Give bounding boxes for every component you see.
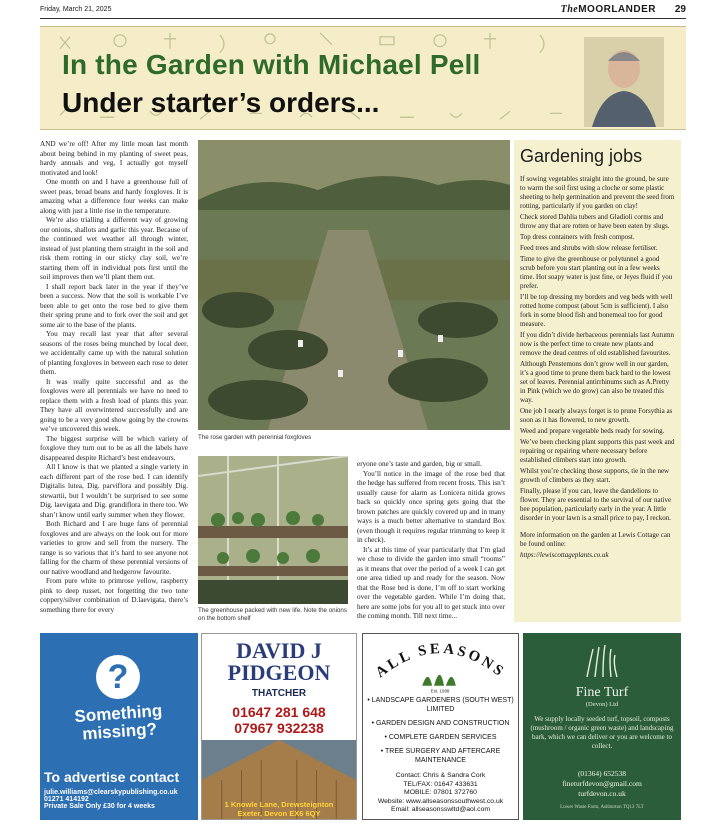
paragraph: All I know is that we planted a single variety in each different part of the rose bed. I can identify Digitalis lutea, Dig. parviflora and possibly Dig. stewartii, but I wouldn’t be surprised to see some Dig. laevigata and Dig. grandiflora in there too. We shan’t know until early summer when they flower. [40,463,188,519]
business-name [202,640,356,684]
article-column-3 [357,460,505,622]
service-item: • COMPLETE GARDEN SERVICES [384,734,497,741]
svg-text:ALL SEASONS [373,641,509,681]
paragraph: It’s at this time of year particularly that I’m glad we chose to divide the garden into small “rooms” as it means that over the period of a week I can get one area tidied up and ready for the season. Now that the Rose bed is done, I’m off to start working over the vegetable garden. While I’m doing that, here are some jobs for you all to get stuck into over the coming month. Till next time... [357,545,505,620]
phone-number: 07967 932238 [234,720,324,736]
contact-name: Contact: Chris & Sandra Cork [395,772,486,779]
phone-number: 01647 281 648 [232,704,326,720]
address-line: 1 Knowle Lane, Drewsteignton [224,800,334,809]
job-item: Weed and prepare vegetable beds ready for sowing. [520,427,665,435]
photo-caption: The greenhouse packed with new life. Note the onions on the bottom shelf [198,607,347,622]
greenhouse-photo [198,456,348,604]
contact-tel: TEL/FAX: 01647 433631 [403,780,478,788]
all-seasons-ad [362,633,519,820]
paragraph: You may recall last year that after several seasons of the roses being munched by local deer, we accidentally came up with the natural solution of planting foxgloves in between each rose to deter them. [40,330,188,376]
contact-email[interactable]: Email: allseasonsswltd@aol.com [390,806,491,813]
job-item: One job I nearly always forget is to prune Forsythia as soon as it has flowered, to new growth. [520,407,673,424]
job-item: We’ve been checking plant supports this past week and repairing or repairing where necessary before established climbers start into growth. [520,438,675,464]
job-item: If sowing vegetables straight into the ground, be sure to warm the soil first using a cloche or some plastic sheeting to help germination and prevent the seed from rotting, particularly if you garden on clay! [520,175,675,210]
job-item: Time to give the greenhouse or polytunnel a good scrub before you start planting out in a few weeks time. Hot soapy water is just fine, or Jeyes fluid if you prefer. [520,255,673,290]
job-item: Feed trees and shrubs with slow release fertiliser. [520,244,658,252]
business-location: Lower Waste Farm, Ashburton TQ13 7LT [560,805,644,810]
job-item: Top dress containers with fresh compost. [520,233,635,241]
private-sale-text: Private Sale Only £30 for 4 weeks [44,803,155,810]
paragraph: AND we’re off! After my little moan last month about being behind in my planting of sweet peas, hardy annuals and veg, I actually got myself motivated and look! [40,140,188,177]
contact-email[interactable]: fineturfdevon@gmail.com [562,779,642,788]
gardening-jobs-box [514,140,681,622]
contact-website[interactable]: turfdevon.co.uk [578,789,626,798]
trade-label: THATCHER [251,688,307,699]
paragraph: From pure white to primrose yellow, raspberry pink to deep russet, not forgetting the two tone coppery/silver combination of D.laevigata, there’s something there for every [40,577,188,614]
job-item: If you didn’t divide herbaceous perennials last Autumn now is the perfect time to create new plants and remove the dead centres of old established favourites. [520,331,675,357]
section-banner [40,26,686,130]
business-name-line: PIDGEON [227,660,331,685]
fine-turf-ad [523,633,681,820]
photo-caption: The rose garden with perennial foxgloves [198,434,312,441]
service-item: • TREE SURGERY AND AFTERCARE MAINTENANCE [380,748,501,764]
website-link[interactable]: https://lewiscottageplants.co.uk [520,551,609,559]
services-list [363,696,518,770]
contact-details [523,769,681,799]
thatcher-ad [201,633,357,820]
paragraph: You’ll notice in the image of the rose bed that the hedge has suffered from recent frosts. This isn’t usually cause for alarm as Lonicera nitida grows back so quickly once spring gets going that the brown patches are quickly covered up and in many ways is a much better alternative to standard Box (even though it requires regular trimming to keep it in check). [357,469,505,544]
paragraph: The biggest surprise will be which variety of foxglove they turn out to be as all the labels have disappeared despite Richard’s best endeavours. [40,434,188,462]
page-number: 29 [674,4,686,15]
publication-prefix: The [560,4,579,15]
publication-title: MOORLANDER [578,4,656,15]
paragraph: Both Richard and I are huge fans of perennial foxgloves and are always on the look out for more varieties to grow and sell from the nursery. The range is so various that it’s hard to see anyone not falling for the charm of these perennial versions of our native woodland and hedgerow favourite. [40,520,188,576]
business-name-line: DAVID J [236,638,322,663]
job-item: Whilst you’re checking those supports, tie in the new growth of climbers as they start. [520,467,670,484]
header-rule [40,18,686,19]
column-title: In the Garden with Michael Pell [62,49,481,80]
contact-mobile: MOBILE: 07801 372760 [404,789,477,796]
turf-logo-icon [583,645,621,679]
more-info-text: More information on the garden at Lewis Cottage can be found online: [520,531,671,548]
business-name: Fine Turf [575,685,629,700]
article-headline: Under starter’s orders... [62,87,380,118]
ad-headline: Something missing? [73,700,163,744]
contact-website[interactable]: Website: www.allseasonssouthwest.co.uk [377,797,504,805]
rose-garden-photo [198,140,510,430]
job-item: Finally, please if you can, leave the dandelions to flower. They are essential to the survival of our native bee population, particularly early in the year. A little disorder in your lawn is a small price to pay, I reckon. [520,487,672,522]
publication-name [561,4,656,15]
author-portrait [584,37,664,127]
paragraph: We’re also trialling a different way of growing our onions, shallots and garlic this year. Because of the continued wet weather all through winter, instead of just planting them straight in the soil and risk them rotting in our sticky clay soil, we’re starting them off in individual pots first until the soil improves then we’ll plant them out. [40,216,188,281]
service-item: • GARDEN DESIGN AND CONSTRUCTION [371,720,510,727]
jobs-list [514,171,681,566]
address-line: Exeter, Devon EX6 6QY [237,809,321,818]
business-subtitle: (Devon) Ltd [585,701,619,708]
advertise-heading: To advertise contact [44,769,180,785]
brand-name: ALL SEASONS [372,640,509,682]
question-mark-icon: ? [96,655,140,699]
contact-details [363,772,518,815]
article-column-1 [40,140,188,618]
job-item: I’ll be top dressing my borders and veg beds with well rotted home compost (about 5cm is sufficient). I also fork in some blood fish and bonemeal too for good measure. [520,293,673,328]
advertise-contact: julie.williams@clearskypublishing.co.uk 01271 414192 [44,789,178,803]
paragraph: I shall report back later in the year if they’ve been a success. Now that the soil is workable I’ve been able to get onto the rose bed to give them their spring prune and to fork over the soil and get some air to the base of the plants. [40,282,188,329]
all-seasons-logo [363,636,518,694]
contact-phone: (01364) 652538 [577,769,627,778]
jobs-title: Gardening jobs [520,146,643,166]
business-address [202,800,356,818]
paragraph: One month on and I have a greenhouse full of sweet peas, broad beans and hardy foxgloves. It is amazing what a difference four weeks can make along with just a little rise in the temperature. [40,178,188,215]
established-year: Est. 1988 [430,688,450,694]
business-description: We supply locally seeded turf, topsoil, composts (mushroom / organic green waste) and landscaping bark, which we can deliver or you are welcome to collect. [530,715,674,750]
page-header [40,4,686,18]
paragraph: It was really quite successful and as the foxgloves were all perennials we have no need to replace them with a fresh load of plants this year. They have all overwintered successfully and are going to be a very good show going by the crowns we’ve uncovered this week. [40,377,188,433]
job-item: Check stored Dahlia tubers and Gladioli corms and throw any that are rotten or have been eaten by slugs. [520,213,670,230]
job-item: Although Penstemons don’t grow well in our garden, it’s a good time to prune them back hard to the lowest set of leaves. Perennial antirrhinums such as A.Pretty in Pink (which we do grow) can also be treated this way. [520,360,671,404]
service-item: • LANDSCAPE GARDENERS (SOUTH WEST) LIMITED [367,697,514,713]
paragraph: eryone one’s taste and garden, big or small. [357,460,482,468]
issue-date: Friday, March 21, 2025 [40,6,112,13]
advertise-ad [40,633,198,820]
